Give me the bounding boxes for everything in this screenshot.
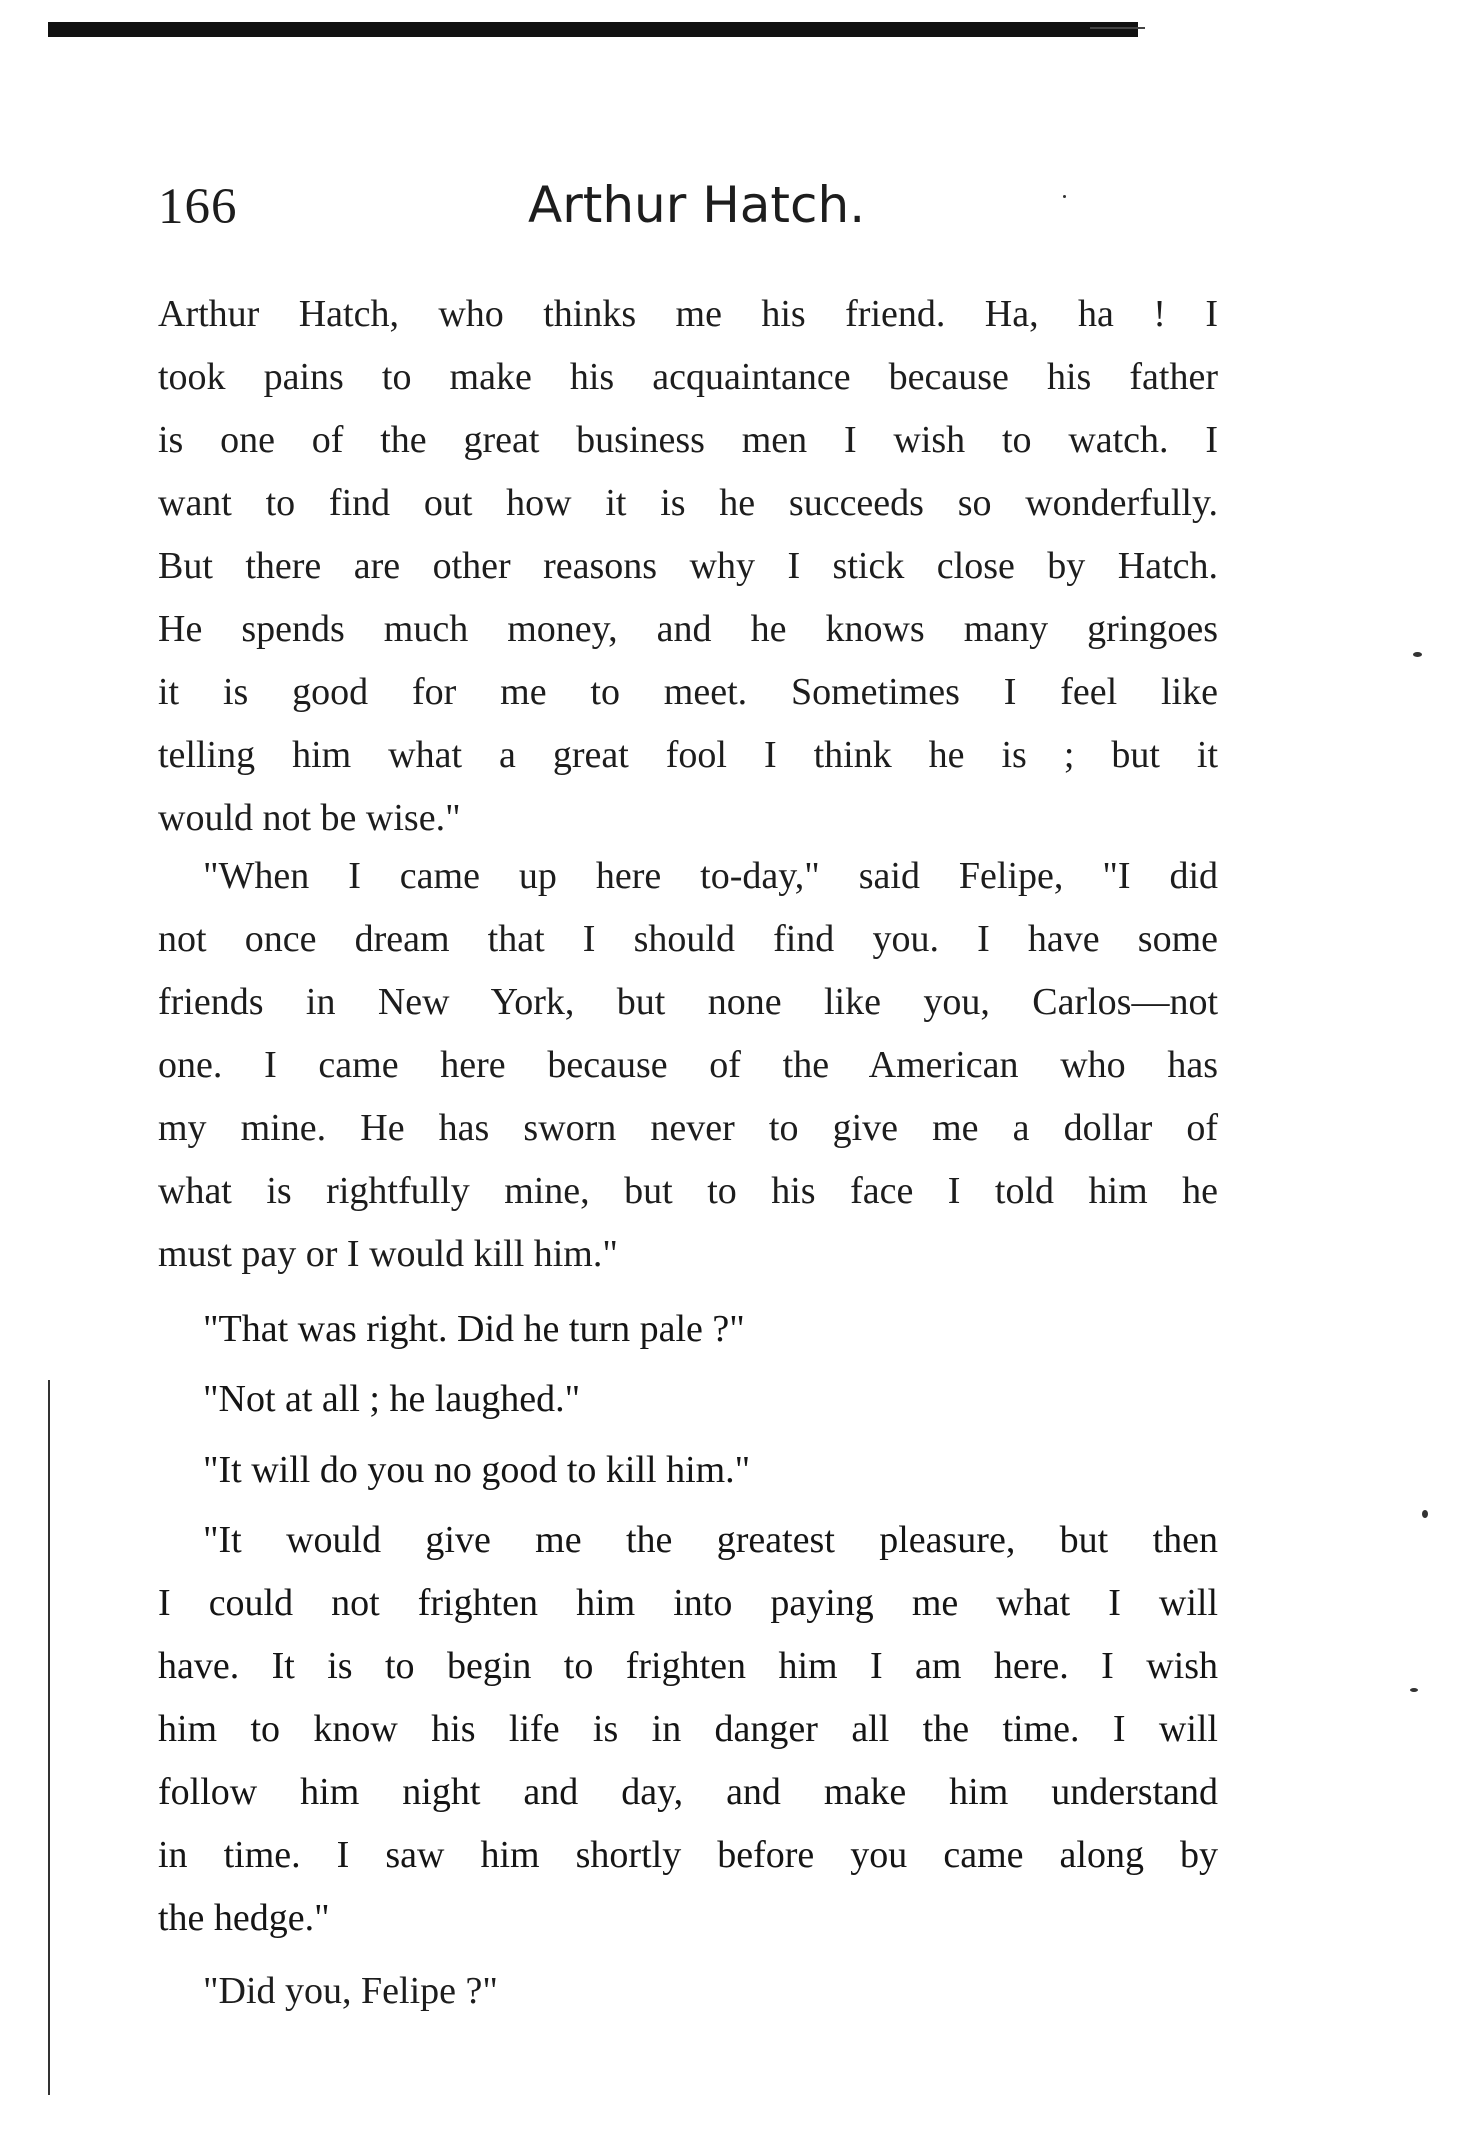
- scan-speck: [1413, 652, 1422, 657]
- text-line: is one of the great business men I wish to watch. I: [158, 419, 1218, 461]
- text-line: want to find out how it is he succeeds so wonderfully.: [158, 482, 1218, 524]
- text-line: have. It is to begin to frighten him I am here. I wish: [158, 1645, 1218, 1687]
- paragraph: [158, 1298, 1218, 1361]
- scan-speck: [1410, 1688, 1418, 1692]
- page-number: 166: [158, 179, 238, 235]
- text-line: one. I came here because of the American who has: [158, 1044, 1218, 1086]
- text-line: "It will do you no good to kill him.": [203, 1449, 751, 1491]
- scan-speck: [1063, 195, 1066, 198]
- text-line: "Not at all ; he laughed.": [203, 1378, 581, 1420]
- text-line: "When I came up here to-day," said Felipe, "I did: [203, 855, 1218, 897]
- text-line: my mine. He has sworn never to give me a dollar of: [158, 1107, 1218, 1149]
- text-line: in time. I saw him shortly before you came along by: [158, 1834, 1218, 1876]
- paragraph: [158, 845, 1218, 1286]
- text-line: not once dream that I should find you. I have some: [158, 918, 1218, 960]
- text-line: He spends much money, and he knows many gringoes: [158, 608, 1218, 650]
- text-line: it is good for me to meet. Sometimes I feel like: [158, 671, 1218, 713]
- text-line: "It would give me the greatest pleasure, but then: [203, 1519, 1218, 1561]
- paragraph: [158, 1509, 1218, 1950]
- top-rule: [48, 22, 1138, 37]
- paragraph: [158, 1368, 1218, 1431]
- text-line: must pay or I would kill him.": [158, 1233, 618, 1275]
- text-line: telling him what a great fool I think he is ; but it: [158, 734, 1218, 776]
- running-title: Arthur Hatch.: [528, 176, 866, 234]
- scan-speck: [1422, 1510, 1428, 1518]
- scan-edge-line: [48, 1380, 50, 2095]
- text-line: "Did you, Felipe ?": [203, 1970, 498, 2012]
- text-line: would not be wise.": [158, 797, 461, 839]
- text-line: took pains to make his acquaintance because his father: [158, 356, 1218, 398]
- text-line: the hedge.": [158, 1897, 330, 1939]
- text-line: follow him night and day, and make him understand: [158, 1771, 1218, 1813]
- paragraph: [158, 283, 1218, 850]
- text-line: But there are other reasons why I stick close by Hatch.: [158, 545, 1218, 587]
- text-line: Arthur Hatch, who thinks me his friend. Ha, ha ! I: [158, 293, 1218, 335]
- top-rule-tail: [1090, 27, 1145, 29]
- text-line: him to know his life is in danger all the time. I will: [158, 1708, 1218, 1750]
- text-line: friends in New York, but none like you, Carlos—not: [158, 981, 1218, 1023]
- paragraph: [158, 1439, 1218, 1502]
- text-line: I could not frighten him into paying me what I will: [158, 1582, 1218, 1624]
- text-line: "That was right. Did he turn pale ?": [203, 1308, 745, 1350]
- text-line: what is rightfully mine, but to his face I told him he: [158, 1170, 1218, 1212]
- paragraph: [158, 1960, 1218, 2023]
